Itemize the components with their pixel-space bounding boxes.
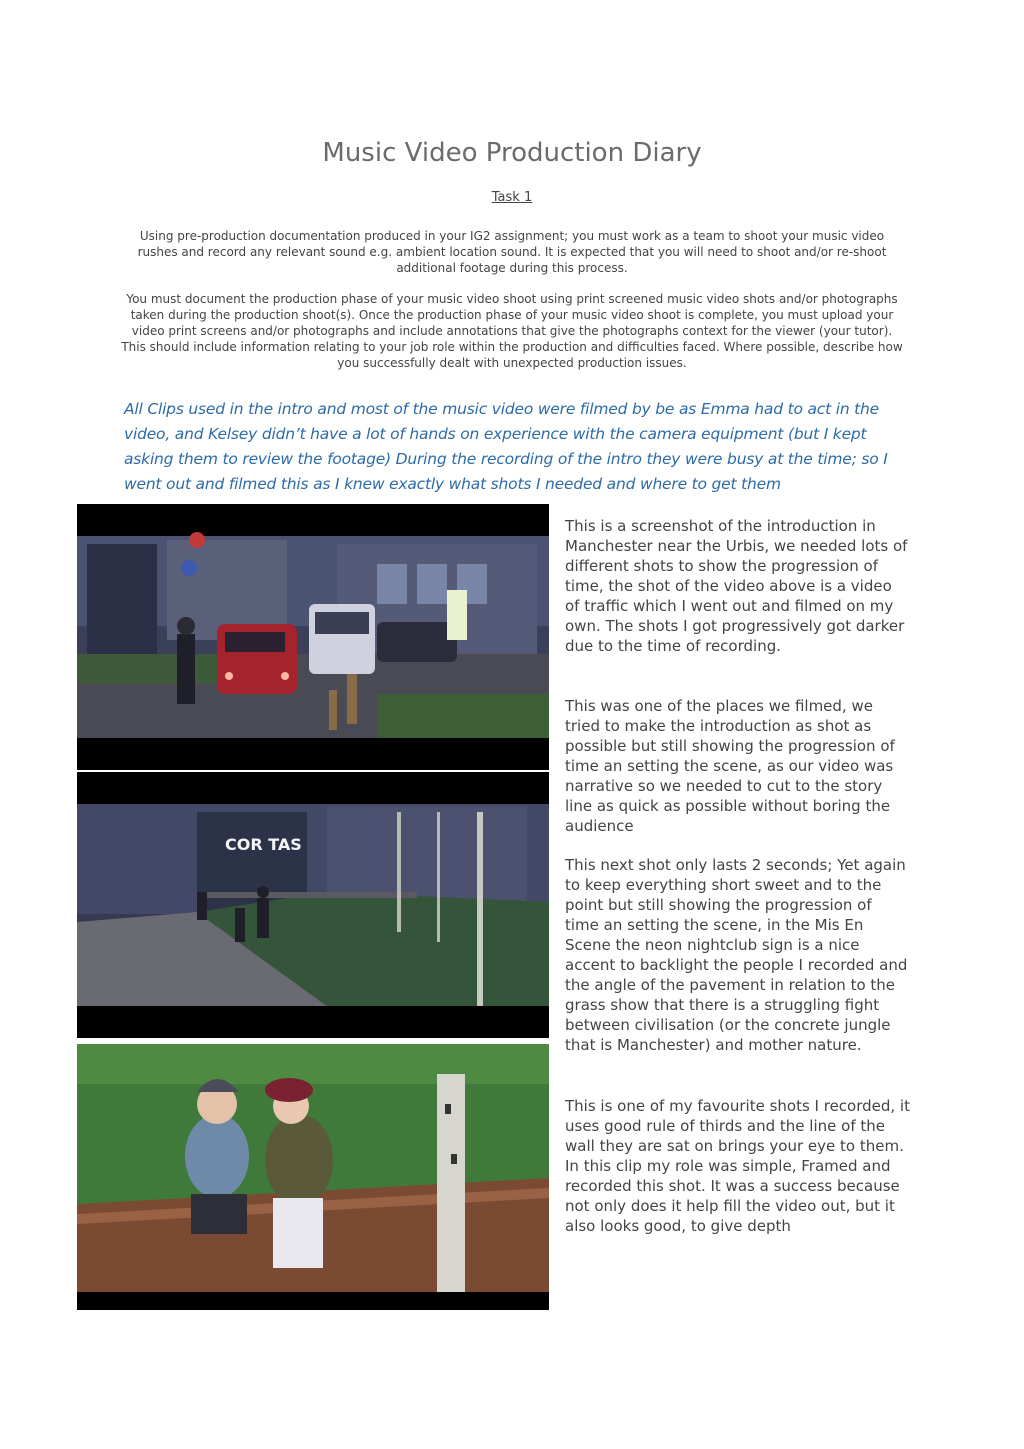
task-heading: Task 1 bbox=[491, 190, 533, 205]
page-title: Music Video Production Diary bbox=[322, 138, 702, 168]
couple-description-line-2: In this clip my role was simple, Framed and recorded this shot. It was a success because not only does it help fill the video out, but it also looks good, to give depth bbox=[565, 1157, 900, 1235]
couple-description-line-1: This is one of my favourite shots I recorded, it uses good rule of thirds and the line of the wall they are sat on brings your eye to them. bbox=[565, 1097, 910, 1155]
location-description: This was one of the places we filmed, we tried to make the introduction as shot as possible but still showing the progression of time an setting the scene, as our video was narrative so we needed to cut to the story line as quick as possible without boring the audience bbox=[565, 697, 895, 835]
traffic-screenshot bbox=[77, 504, 549, 770]
instructions-paragraph-2: You must document the production phase of your music video shoot using print screened music video shots and/or photographs taken during the production shoot(s). Once the production phase of your music video shoot is complete, you must upload your video print screens and/or photographs and include annotations that give the photographs context for the viewer (your tutor). This should include information relating to your job role within the production and difficulties faced. Where possible, describe how you successfully dealt with unexpected production issues. bbox=[121, 292, 903, 370]
traffic-description: This is a screenshot of the introduction in Manchester near the Urbis, we needed lots of different shots to show the progression of time, the shot of the video above is a video of traffic which I went out and filmed on my own. The shots I got progressively got darker due to the time of recording. bbox=[565, 517, 908, 655]
couple-description bbox=[565, 1096, 910, 1236]
pavement-description: This next shot only lasts 2 seconds; Yet again to keep everything short sweet and to the point but still showing the progression of time an setting the scene, in the Mis En Scene the neon nightclub sign is a nice accent to backlight the people I recorded and the angle of the pavement in relation to the grass show that there is a struggling fight between civilisation (or the concrete jungle that is Manchester) and mother nature. bbox=[565, 856, 908, 1054]
nightclub-sign-text: COR TAS bbox=[225, 835, 302, 854]
intro-annotation: All Clips used in the intro and most of the music video were filmed by be as Emma had to act in the video, and Kelsey didn’t have a lot of hands on experience with the camera equipment (but I kept asking them to review the footage) During the recording of the intro they were busy at the time; so I went out and filmed this as I knew exactly what shots I needed and where to get them bbox=[124, 400, 888, 493]
couple-screenshot bbox=[77, 1044, 549, 1310]
instructions-paragraph-1: Using pre-production documentation produced in your IG2 assignment; you must work as a team to shoot your music video rushes and record any relevant sound e.g. ambient location sound. It is expected that you will need to shoot and/or re-shoot additional footage during this process. bbox=[137, 229, 887, 275]
pavement-screenshot bbox=[77, 772, 549, 1038]
